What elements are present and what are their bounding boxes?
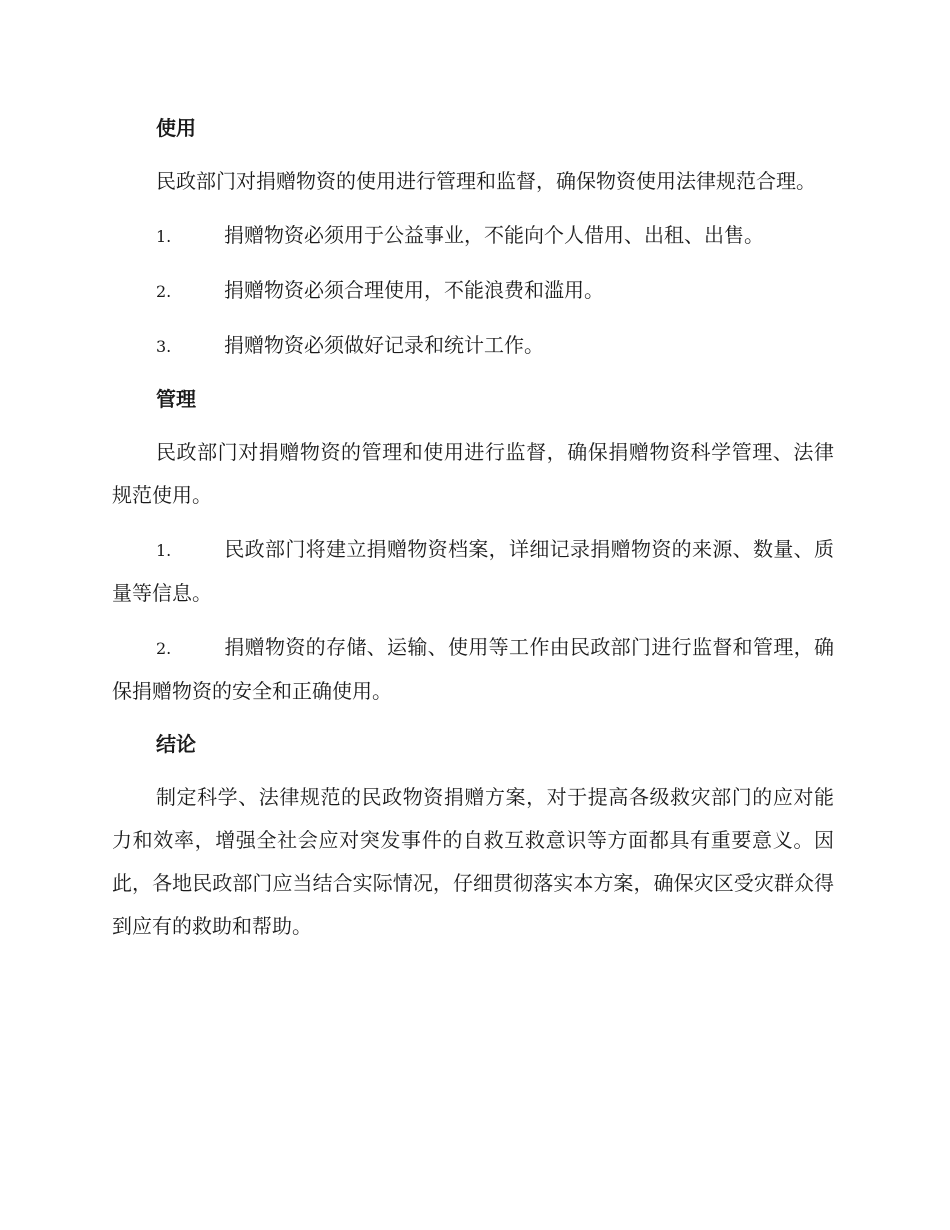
list-item xyxy=(112,324,834,368)
list-item xyxy=(112,528,834,615)
list-number: 2. xyxy=(156,639,172,658)
list-number: 1. xyxy=(156,541,172,560)
section-management xyxy=(112,379,834,713)
list-number: 3. xyxy=(156,337,172,356)
list-item xyxy=(112,269,834,313)
list-number: 2. xyxy=(156,282,172,301)
list-item xyxy=(112,626,834,713)
list-text: 捐赠物资必须用于公益事业，不能向个人借用、出租、出售。 xyxy=(224,223,764,247)
section-intro: 制定科学、法律规范的民政物资捐赠方案，对于提高各级救灾部门的应对能力和效率，增强全社会应对突发事件的自救互救意识等方面都具有重要意义。因此，各地民政部门应当结合实际情况，仔细贯彻落实本方案，确保灾区受灾群众得到应有的救助和帮助。 xyxy=(112,785,834,938)
list-text: 民政部门将建立捐赠物资档案，详细记录捐赠物资的来源、数量、质量等信息。 xyxy=(112,537,834,605)
list-text: 捐赠物资的存储、运输、使用等工作由民政部门进行监督和管理，确保捐赠物资的安全和正确使用。 xyxy=(112,635,834,703)
section-intro: 民政部门对捐赠物资的使用进行管理和监督，确保物资使用法律规范合理。 xyxy=(156,169,816,193)
section-intro: 民政部门对捐赠物资的管理和使用进行监督，确保捐赠物资科学管理、法律规范使用。 xyxy=(112,440,834,507)
section-heading: 结论 xyxy=(156,732,196,756)
section-conclusion xyxy=(112,724,834,948)
section-heading: 管理 xyxy=(156,387,196,411)
section-usage xyxy=(112,108,834,368)
document-page xyxy=(112,108,834,959)
list-item xyxy=(112,214,834,258)
list-text: 捐赠物资必须做好记录和统计工作。 xyxy=(224,333,544,357)
section-heading: 使用 xyxy=(156,116,196,140)
list-text: 捐赠物资必须合理使用，不能浪费和滥用。 xyxy=(224,278,604,302)
list-number: 1. xyxy=(156,227,172,246)
